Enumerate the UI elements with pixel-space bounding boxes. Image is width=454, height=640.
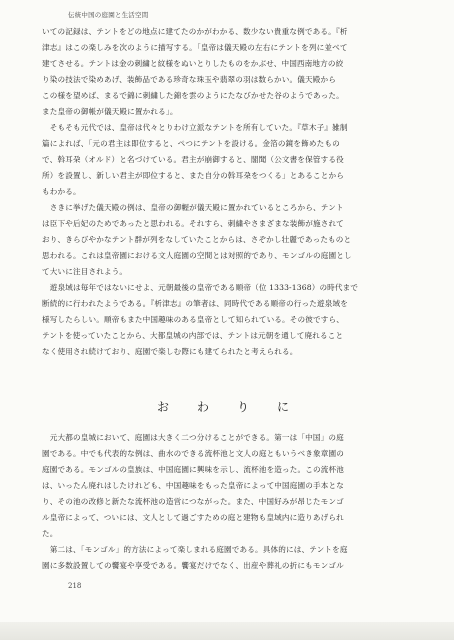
body-line: 園である。中でも代表的な例は、曲水のできる流杯池と文人の庭ともいうべき象章園の	[42, 449, 345, 458]
body-line: いての記録は、テントをどの地点に建てたのかがわかる、数少ない貴重な例である。『析	[42, 27, 348, 36]
scan-bottom-edge	[0, 622, 454, 640]
body-line: もわかる。	[42, 187, 81, 196]
body-line: 遊泉域は毎年ではないにせよ、元朝最後の皇帝である順帝（位 1333-1368）の時代まで	[42, 283, 359, 292]
body-line: テントを使っていたことから、大都皇城の内部では、テントは元朝を通して廃れること	[42, 331, 344, 340]
body-line: 第二は、「モンゴル」的方法によって楽しまれる庭園である。具体的には、テントを庭	[42, 545, 348, 554]
body-line: 断続的に行われたようである。『析津志』の筆者は、同時代である順帝の行った遊泉域を	[42, 299, 348, 308]
body-line: 様写したらしい。順帝もまた中国趣味のある皇帝として知られている。その彼ですら、	[42, 315, 345, 324]
body-line: 思われる。これは皇帝園における文人庭園の空間とは対照的であり、モンゴルの庭園とし	[42, 251, 352, 260]
body-line: この様を望めば、まるで錦に刺繍した錦を雲のようにたなびかせた谷のようであった。	[42, 91, 344, 100]
page-number: 218	[68, 582, 82, 590]
body-line: は臣下や后妃のためであったと思われる。それすら、刺繍やさまざまな装飾が施されて	[42, 219, 344, 228]
body-line: 庭園である。モンゴルの皇族は、中国庭園に興味を示し、流杯池を造った。この流杯池	[42, 465, 345, 474]
body-line: そもそも元代では、皇帝は代々とりわけ立派なテントを所有していた。『草木子』雑制	[42, 123, 348, 132]
body-line: さきに挙げた儀天殿の例は、皇帝の御幄が儀天殿に置かれているところから、テント	[42, 203, 344, 212]
body-line: 元大都の皇城において、庭園は大きく二つ分けることができる。第一は「中国」の庭	[42, 433, 344, 442]
section-heading: お わ り に	[156, 400, 297, 414]
body-line: 建てさせる。テントは金の刺繍と紋様をぬいとりしたものをかぶせ、中国西南地方の絞	[42, 59, 344, 68]
body-line: は、いったん廃れはしたけれども、中国趣味をもった皇帝によって中国庭園の手本とな	[42, 481, 345, 490]
body-line: り、その池の改修と新たな流杯池の造営につながった。また、中国好みが昂じたモンゴ	[42, 497, 344, 506]
body-line: て大いに注目されよう。	[42, 267, 128, 276]
body-line: なく使用され続けており、庭園で楽しむ際にも建てられたと考えられる。	[42, 347, 298, 356]
body-line: また皇帝の御帳が儀天殿に置かれる」。	[42, 107, 178, 116]
body-line: 篇によれば、「元の君主は即位すると、ぺつにテントを設ける。金箔の鏡を飾めたもの	[42, 139, 340, 148]
body-line: ル皇帝によって、ついには、文人として過ごすための庭と建物も皇域内に造りあげられ	[42, 513, 344, 522]
body-line: 園に多数設置しての饗宴や享受である。饗宴だけでなく、出産や葬礼の折にもモンゴル	[42, 561, 344, 570]
body-line: り染の技法で染めあげ、装飾品である珍奇な珠玉や翡翠の羽は数らかい。儀天殿から	[42, 75, 336, 84]
body-line: た。	[42, 529, 58, 538]
body-line: 所）を設置し、新しい君主が即位すると、また自分の斡耳朶をつくる」とあることから	[42, 171, 345, 180]
body-line: おり、きらびやかなテント群が列をなしていたことからは、さぞかし壮麗であったものと	[42, 235, 352, 244]
body-line: で、斡耳朶（オルド）と名づけている。君主が崩御すると、閣聞（公文書を保管する役	[42, 155, 344, 164]
running-head: 伝統中国の庭園と生活空間	[68, 11, 149, 19]
body-line: 津志』はこの楽しみを次のように描写する。「皇帝は儀天殿の左右にテントを列に並べて	[42, 43, 348, 52]
